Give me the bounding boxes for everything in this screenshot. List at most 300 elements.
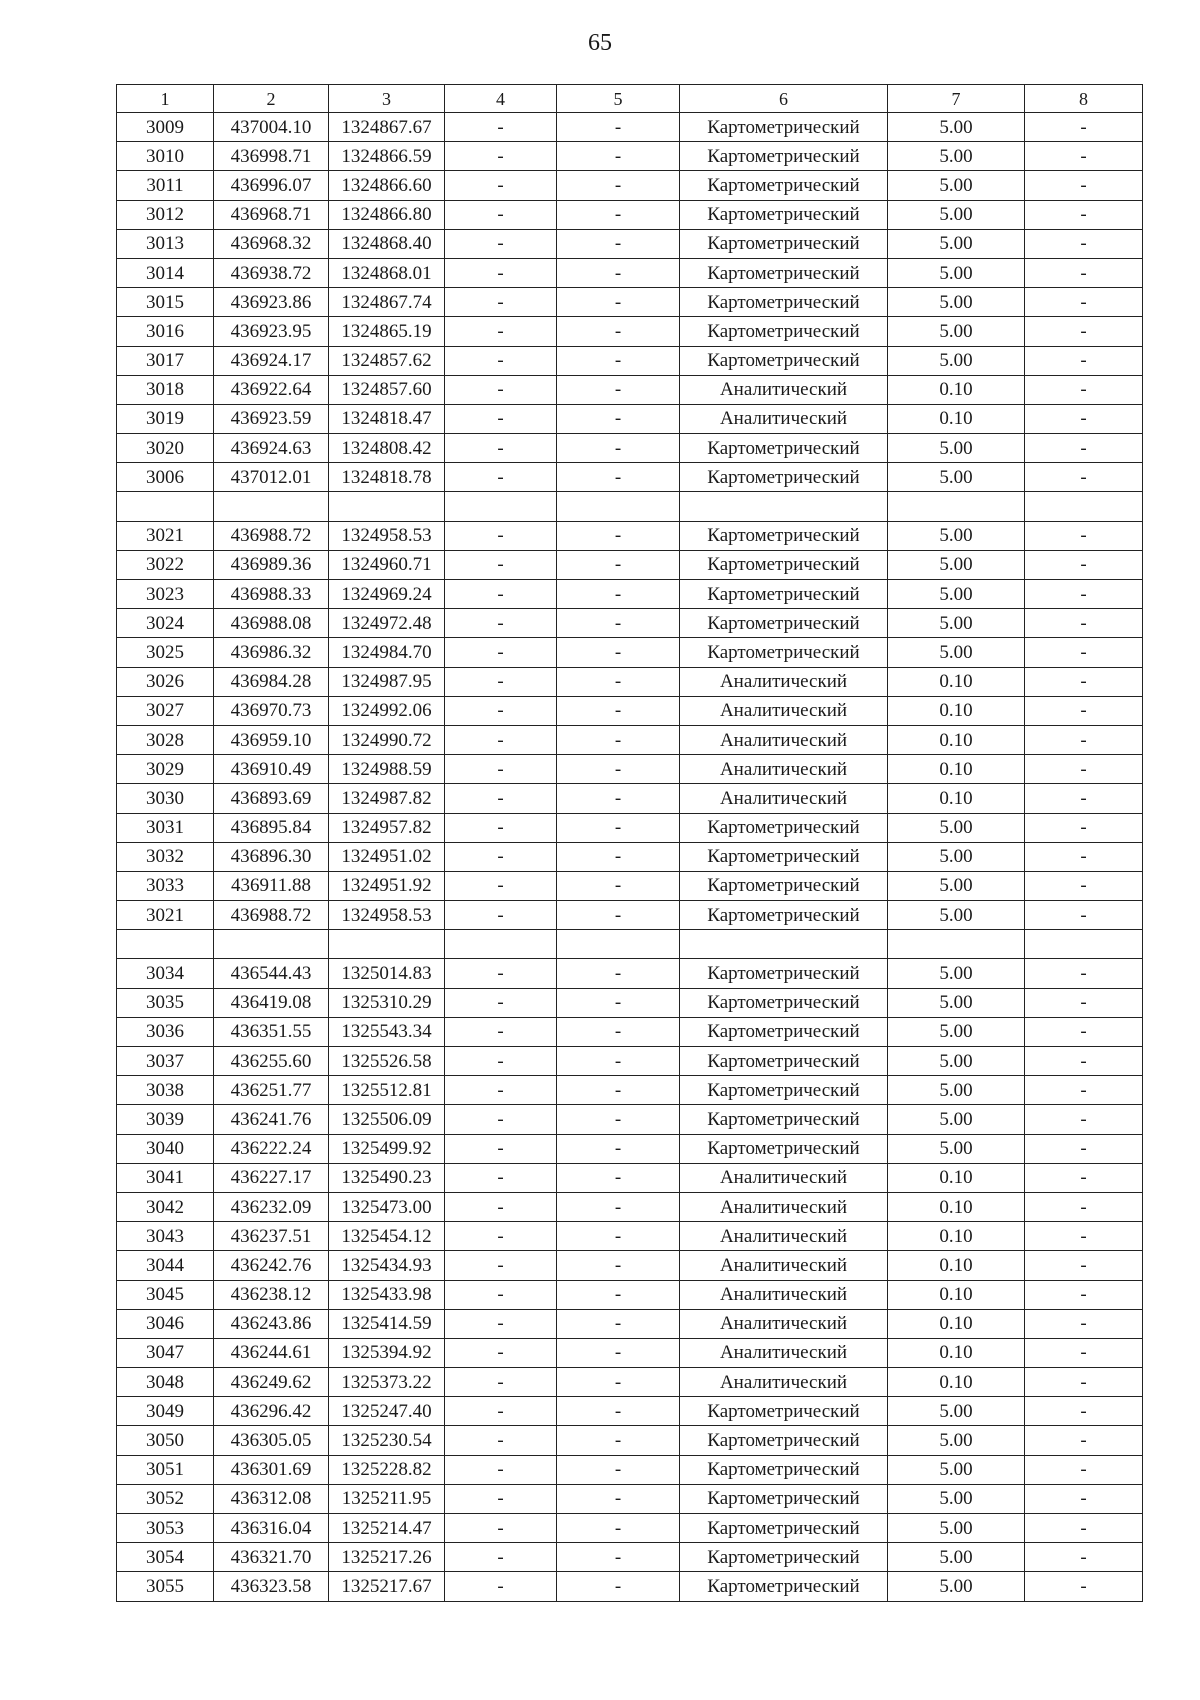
table-row	[117, 609, 1143, 638]
table-cell: -	[557, 171, 680, 200]
table-cell: -	[445, 288, 557, 317]
table-cell: -	[1025, 434, 1143, 463]
table-row	[117, 959, 1143, 988]
table-cell: -	[1025, 1017, 1143, 1046]
table-row	[117, 142, 1143, 171]
table-cell: 3021	[117, 521, 214, 550]
table-cell: 3052	[117, 1484, 214, 1513]
table-cell: -	[445, 988, 557, 1017]
table-cell: -	[1025, 258, 1143, 287]
empty-cell	[214, 930, 329, 959]
table-cell: 436296.42	[214, 1397, 329, 1426]
table-row	[117, 463, 1143, 492]
table-cell: 3019	[117, 404, 214, 433]
table-cell: 436922.64	[214, 375, 329, 404]
empty-cell	[888, 492, 1025, 521]
table-cell: -	[445, 959, 557, 988]
table-cell: 436938.72	[214, 258, 329, 287]
table-cell: -	[445, 229, 557, 258]
table-cell: 0.10	[888, 1309, 1025, 1338]
table-cell: 436911.88	[214, 871, 329, 900]
table-cell: 5.00	[888, 200, 1025, 229]
table-cell: 1324969.24	[329, 580, 445, 609]
table-cell: 1325217.26	[329, 1543, 445, 1572]
empty-cell	[329, 492, 445, 521]
table-cell: 3055	[117, 1572, 214, 1601]
table-cell: 436305.05	[214, 1426, 329, 1455]
table-cell: 5.00	[888, 638, 1025, 667]
table-cell: 3034	[117, 959, 214, 988]
table-cell: 3033	[117, 871, 214, 900]
table-row	[117, 1192, 1143, 1221]
table-cell: -	[557, 813, 680, 842]
table-cell: -	[557, 1134, 680, 1163]
table-cell: Картометрический	[680, 901, 888, 930]
table-cell: 1324951.02	[329, 842, 445, 871]
table-cell: 1324868.40	[329, 229, 445, 258]
table-cell: 3054	[117, 1543, 214, 1572]
table-cell: 1324987.82	[329, 784, 445, 813]
table-cell: -	[557, 901, 680, 930]
table-cell: -	[445, 1426, 557, 1455]
table-row	[117, 901, 1143, 930]
table-cell: 1324818.47	[329, 404, 445, 433]
table-row	[117, 1047, 1143, 1076]
empty-cell	[680, 492, 888, 521]
table-cell: -	[557, 258, 680, 287]
table-cell: 436244.61	[214, 1338, 329, 1367]
page-number: 65	[588, 30, 612, 56]
table-cell: 5.00	[888, 1134, 1025, 1163]
table-cell: 1325373.22	[329, 1368, 445, 1397]
table-cell: -	[445, 609, 557, 638]
table-row	[117, 521, 1143, 550]
table-cell: 436227.17	[214, 1163, 329, 1192]
table-row	[117, 725, 1143, 754]
table-cell: 436249.62	[214, 1368, 329, 1397]
table-cell: 5.00	[888, 813, 1025, 842]
table-cell: 0.10	[888, 696, 1025, 725]
table-cell: 3047	[117, 1338, 214, 1367]
table-cell: 3016	[117, 317, 214, 346]
table-cell: Аналитический	[680, 1309, 888, 1338]
table-cell: 1325214.47	[329, 1514, 445, 1543]
table-cell: 436893.69	[214, 784, 329, 813]
table-cell: -	[445, 1455, 557, 1484]
table-cell: -	[1025, 609, 1143, 638]
table-row	[117, 1280, 1143, 1309]
table-row	[117, 1426, 1143, 1455]
table-cell: 0.10	[888, 1368, 1025, 1397]
table-cell: 1324984.70	[329, 638, 445, 667]
table-cell: Картометрический	[680, 288, 888, 317]
table-cell: 1324866.80	[329, 200, 445, 229]
table-cell: -	[1025, 229, 1143, 258]
table-cell: Аналитический	[680, 725, 888, 754]
column-header: 5	[557, 85, 680, 113]
table-cell: 3032	[117, 842, 214, 871]
table-cell: -	[445, 1543, 557, 1572]
table-cell: 1324972.48	[329, 609, 445, 638]
table-cell: -	[557, 1514, 680, 1543]
table-row	[117, 404, 1143, 433]
table-cell: 3012	[117, 200, 214, 229]
table-cell: 1324960.71	[329, 550, 445, 579]
table-cell: -	[557, 550, 680, 579]
table-cell: 5.00	[888, 317, 1025, 346]
table-cell: 436242.76	[214, 1251, 329, 1280]
table-cell: -	[1025, 1455, 1143, 1484]
table-row	[117, 1309, 1143, 1338]
table-cell: 5.00	[888, 1076, 1025, 1105]
table-row	[117, 375, 1143, 404]
column-header: 1	[117, 85, 214, 113]
table-cell: 3053	[117, 1514, 214, 1543]
column-header: 2	[214, 85, 329, 113]
table-cell: -	[445, 638, 557, 667]
table-cell: 1325506.09	[329, 1105, 445, 1134]
table-cell: 436996.07	[214, 171, 329, 200]
table-cell: 3044	[117, 1251, 214, 1280]
table-cell: 436251.77	[214, 1076, 329, 1105]
table-cell: Аналитический	[680, 1192, 888, 1221]
table-cell: -	[1025, 784, 1143, 813]
table-cell: -	[1025, 521, 1143, 550]
table-cell: 1325247.40	[329, 1397, 445, 1426]
table-cell: -	[1025, 288, 1143, 317]
table-cell: 3051	[117, 1455, 214, 1484]
table-cell: Аналитический	[680, 784, 888, 813]
table-cell: -	[557, 1455, 680, 1484]
table-cell: Картометрический	[680, 317, 888, 346]
table-cell: -	[557, 755, 680, 784]
table-cell: 1324868.01	[329, 258, 445, 287]
table-cell: -	[445, 521, 557, 550]
table-cell: -	[445, 1222, 557, 1251]
table-row	[117, 784, 1143, 813]
table-cell: 3050	[117, 1426, 214, 1455]
table-row	[117, 871, 1143, 900]
table-cell: -	[445, 842, 557, 871]
table-cell: -	[445, 1047, 557, 1076]
table-cell: -	[557, 1076, 680, 1105]
table-cell: 1325217.67	[329, 1572, 445, 1601]
table-cell: Картометрический	[680, 1543, 888, 1572]
table-cell: -	[1025, 1105, 1143, 1134]
table-cell: 5.00	[888, 171, 1025, 200]
table-row	[117, 1017, 1143, 1046]
table-cell: -	[557, 1017, 680, 1046]
table-cell: 437012.01	[214, 463, 329, 492]
table-cell: -	[445, 1397, 557, 1426]
table-cell: -	[445, 346, 557, 375]
table-cell: -	[1025, 375, 1143, 404]
table-cell: 436998.71	[214, 142, 329, 171]
table-cell: 1324866.60	[329, 171, 445, 200]
table-row	[117, 813, 1143, 842]
empty-cell	[117, 930, 214, 959]
table-cell: Картометрический	[680, 638, 888, 667]
table-cell: 3014	[117, 258, 214, 287]
table-cell: -	[1025, 1251, 1143, 1280]
table-row	[117, 288, 1143, 317]
table-cell: -	[557, 404, 680, 433]
table-cell: -	[445, 1251, 557, 1280]
table-cell: -	[1025, 1368, 1143, 1397]
table-cell: -	[557, 580, 680, 609]
table-cell: -	[557, 521, 680, 550]
table-cell: 3020	[117, 434, 214, 463]
table-cell: -	[557, 229, 680, 258]
table-cell: 3048	[117, 1368, 214, 1397]
table-cell: 1324957.82	[329, 813, 445, 842]
table-cell: -	[557, 1572, 680, 1601]
table-cell: 0.10	[888, 1338, 1025, 1367]
table-cell: 5.00	[888, 1455, 1025, 1484]
table-row	[117, 258, 1143, 287]
empty-cell	[1025, 492, 1143, 521]
table-cell: -	[1025, 1280, 1143, 1309]
table-cell: -	[1025, 1484, 1143, 1513]
table-cell: 436959.10	[214, 725, 329, 754]
table-cell: 3006	[117, 463, 214, 492]
table-cell: 3042	[117, 1192, 214, 1221]
table-row	[117, 696, 1143, 725]
table-cell: 1324866.59	[329, 142, 445, 171]
table-cell: -	[445, 1163, 557, 1192]
table-cell: -	[557, 1280, 680, 1309]
table-cell: 3027	[117, 696, 214, 725]
table-cell: Аналитический	[680, 1368, 888, 1397]
table-cell: -	[1025, 113, 1143, 142]
table-cell: -	[445, 1514, 557, 1543]
table-cell: Картометрический	[680, 1105, 888, 1134]
table-cell: 1324958.53	[329, 901, 445, 930]
table-cell: 3021	[117, 901, 214, 930]
table-row	[117, 229, 1143, 258]
table-cell: 0.10	[888, 404, 1025, 433]
table-cell: -	[445, 871, 557, 900]
table-cell: 3015	[117, 288, 214, 317]
table-cell: -	[557, 434, 680, 463]
table-cell: -	[445, 375, 557, 404]
table-cell: 5.00	[888, 1047, 1025, 1076]
table-cell: Картометрический	[680, 229, 888, 258]
table-cell: -	[1025, 1543, 1143, 1572]
table-cell: Картометрический	[680, 1047, 888, 1076]
table-cell: -	[445, 142, 557, 171]
table-cell: 436923.95	[214, 317, 329, 346]
table-cell: -	[1025, 1076, 1143, 1105]
table-cell: 3018	[117, 375, 214, 404]
table-row	[117, 1484, 1143, 1513]
table-cell: 5.00	[888, 113, 1025, 142]
table-row	[117, 1455, 1143, 1484]
empty-cell	[888, 930, 1025, 959]
table-cell: 436232.09	[214, 1192, 329, 1221]
table-cell: -	[557, 1222, 680, 1251]
table-cell: 1324857.60	[329, 375, 445, 404]
table-cell: Аналитический	[680, 1163, 888, 1192]
table-cell: -	[1025, 813, 1143, 842]
table-cell: -	[445, 200, 557, 229]
table-cell: 5.00	[888, 1484, 1025, 1513]
table-cell: 3041	[117, 1163, 214, 1192]
table-cell: -	[1025, 346, 1143, 375]
table-row	[117, 1543, 1143, 1572]
table-cell: -	[1025, 1397, 1143, 1426]
table-cell: 1325490.23	[329, 1163, 445, 1192]
empty-cell	[680, 930, 888, 959]
table-cell: 5.00	[888, 142, 1025, 171]
table-cell: 1324958.53	[329, 521, 445, 550]
table-cell: -	[1025, 1309, 1143, 1338]
table-cell: 436895.84	[214, 813, 329, 842]
table-cell: 3031	[117, 813, 214, 842]
table-cell: 3038	[117, 1076, 214, 1105]
table-cell: Аналитический	[680, 404, 888, 433]
table-cell: Картометрический	[680, 550, 888, 579]
table-cell: 436222.24	[214, 1134, 329, 1163]
table-cell: -	[557, 1397, 680, 1426]
table-cell: 1324808.42	[329, 434, 445, 463]
table-cell: -	[445, 901, 557, 930]
table-cell: 5.00	[888, 346, 1025, 375]
table-cell: -	[1025, 842, 1143, 871]
table-row	[117, 171, 1143, 200]
table-cell: 1325310.29	[329, 988, 445, 1017]
table-cell: 3030	[117, 784, 214, 813]
table-row	[117, 1134, 1143, 1163]
table-cell: -	[445, 696, 557, 725]
table-cell: 436988.08	[214, 609, 329, 638]
table-cell: 3028	[117, 725, 214, 754]
table-cell: -	[445, 813, 557, 842]
table-cell: -	[557, 784, 680, 813]
table-row	[117, 346, 1143, 375]
table-row	[117, 1572, 1143, 1601]
table-cell: 436896.30	[214, 842, 329, 871]
table-cell: 1324990.72	[329, 725, 445, 754]
table-cell: 3046	[117, 1309, 214, 1338]
table-cell: -	[1025, 1047, 1143, 1076]
table-cell: 1325512.81	[329, 1076, 445, 1105]
table-cell: 436321.70	[214, 1543, 329, 1572]
table-cell: Картометрический	[680, 580, 888, 609]
table-cell: Картометрический	[680, 1572, 888, 1601]
table-cell: -	[445, 1134, 557, 1163]
table-cell: 436970.73	[214, 696, 329, 725]
table-cell: 5.00	[888, 609, 1025, 638]
table-cell: 436419.08	[214, 988, 329, 1017]
table-cell: Картометрический	[680, 609, 888, 638]
table-cell: -	[557, 696, 680, 725]
table-cell: 1325473.00	[329, 1192, 445, 1221]
table-cell: -	[445, 755, 557, 784]
table-cell: 0.10	[888, 784, 1025, 813]
table-cell: 3013	[117, 229, 214, 258]
table-row	[117, 550, 1143, 579]
table-cell: -	[557, 667, 680, 696]
table-row	[117, 1397, 1143, 1426]
table-cell: 1325211.95	[329, 1484, 445, 1513]
table-cell: Картометрический	[680, 200, 888, 229]
table-cell: -	[1025, 463, 1143, 492]
coordinates-table	[116, 84, 1143, 1602]
table-cell: 3037	[117, 1047, 214, 1076]
table-cell: Аналитический	[680, 755, 888, 784]
table-cell: 436989.36	[214, 550, 329, 579]
table-row	[117, 988, 1143, 1017]
table-cell: -	[1025, 171, 1143, 200]
table-cell: 436988.33	[214, 580, 329, 609]
table-cell: -	[1025, 959, 1143, 988]
table-cell: -	[445, 1192, 557, 1221]
table-cell: 1325433.98	[329, 1280, 445, 1309]
table-cell: Картометрический	[680, 871, 888, 900]
table-cell: 1324987.95	[329, 667, 445, 696]
table-cell: 5.00	[888, 229, 1025, 258]
table-cell: 436351.55	[214, 1017, 329, 1046]
table-cell: 5.00	[888, 871, 1025, 900]
table-cell: 5.00	[888, 842, 1025, 871]
table-cell: -	[1025, 1134, 1143, 1163]
table-cell: 1325014.83	[329, 959, 445, 988]
empty-cell	[1025, 930, 1143, 959]
table-cell: Картометрический	[680, 1514, 888, 1543]
table-cell: -	[557, 1105, 680, 1134]
table-cell: -	[445, 580, 557, 609]
table-cell: 3036	[117, 1017, 214, 1046]
table-cell: -	[557, 1163, 680, 1192]
table-cell: -	[1025, 901, 1143, 930]
table-cell: -	[1025, 200, 1143, 229]
table-cell: -	[557, 638, 680, 667]
table-cell: 436968.32	[214, 229, 329, 258]
table-cell: Картометрический	[680, 1397, 888, 1426]
table-cell: 5.00	[888, 959, 1025, 988]
table-cell: 1325230.54	[329, 1426, 445, 1455]
column-header: 6	[680, 85, 888, 113]
table-cell: 5.00	[888, 258, 1025, 287]
table-cell: 436238.12	[214, 1280, 329, 1309]
table-cell: -	[445, 1484, 557, 1513]
table-row	[117, 1105, 1143, 1134]
table-cell: 3025	[117, 638, 214, 667]
table-cell: 3026	[117, 667, 214, 696]
table-cell: 436968.71	[214, 200, 329, 229]
table-cell: -	[557, 317, 680, 346]
table-cell: 436241.76	[214, 1105, 329, 1134]
table-cell: -	[557, 1309, 680, 1338]
table-row	[117, 113, 1143, 142]
table-header-row	[117, 85, 1143, 113]
table-cell: -	[445, 667, 557, 696]
table-cell: 0.10	[888, 1280, 1025, 1309]
table-cell: Картометрический	[680, 1076, 888, 1105]
table-cell: 5.00	[888, 1543, 1025, 1572]
table-cell: 3010	[117, 142, 214, 171]
table-cell: Картометрический	[680, 171, 888, 200]
table-cell: 0.10	[888, 1192, 1025, 1221]
table-cell: Аналитический	[680, 1280, 888, 1309]
table-row	[117, 755, 1143, 784]
table-cell: 0.10	[888, 375, 1025, 404]
table-cell: -	[445, 1017, 557, 1046]
table-cell: 1324857.62	[329, 346, 445, 375]
table-cell: 436243.86	[214, 1309, 329, 1338]
table-cell: Картометрический	[680, 521, 888, 550]
